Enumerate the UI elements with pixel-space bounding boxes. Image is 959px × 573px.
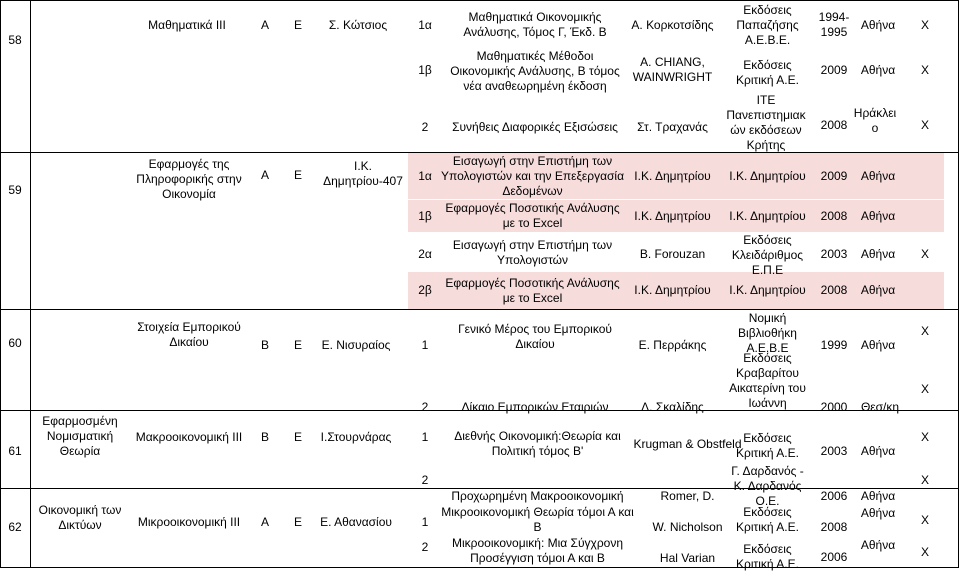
availability-mark: Χ: [920, 323, 929, 338]
availability-mark: Χ: [920, 429, 929, 444]
book-year: 2000: [820, 399, 848, 414]
book-number: 1: [421, 514, 429, 529]
availability-mark: Χ: [920, 512, 929, 527]
book-number: 2α: [418, 246, 432, 261]
book-title: Εφαρμογές Ποσοτικής Ανάλυσης με το Excel: [445, 275, 620, 305]
book-publisher: Εκδόσεις Κραβαρίτου Αικατερίνη του Ιωάννη: [729, 351, 806, 410]
book-title: Συνήθεις Διαφορικές Εξισώσεις: [452, 119, 618, 134]
professor: Ι.Κ. Δημητρίου-407: [323, 159, 403, 188]
semester: Β: [260, 429, 269, 444]
book-publisher: Γ. Δαρδανός - Κ. Δαρδανός Ο.Ε.: [731, 463, 804, 508]
book-author: Ι.Κ. Δημητρίου: [634, 208, 711, 223]
professor: Ε. Αθανασίου: [320, 514, 392, 529]
book-title: Προχωρημένη Μακροοικονομική: [451, 488, 624, 503]
book-year: 2008: [820, 208, 848, 223]
book-publisher: Εκδόσεις Κριτική Α.Ε.: [736, 542, 799, 571]
row-border: [0, 309, 959, 310]
book-author: Β. Forouzan: [639, 246, 706, 261]
course-name: Μικροοικονομική ΙΙΙ: [137, 514, 241, 529]
book-publisher: Εκδόσεις Κριτική Α.Ε.: [736, 58, 799, 87]
course-type: Ε: [293, 17, 302, 32]
availability-mark: Χ: [920, 544, 929, 559]
book-year: 2008: [820, 282, 848, 297]
col-border: [0, 0, 1, 568]
col-border: [30, 0, 31, 568]
book-number: 1β: [418, 208, 432, 223]
book-year: 2003: [820, 443, 848, 458]
book-publisher: ΙΤΕ Πανεπιστημιακ ών εκδόσεων Κρήτης: [726, 93, 806, 152]
book-publisher: Ι.Κ. Δημητρίου: [729, 282, 806, 297]
book-number: 1α: [418, 168, 432, 183]
book-publisher: Ι.Κ. Δημητρίου: [729, 168, 806, 183]
availability-mark: Χ: [920, 17, 929, 32]
book-city: Αθήνα: [860, 282, 896, 297]
book-publisher: Εκδόσεις Κλειδάριθμος Ε.Π.Ε: [731, 232, 804, 277]
book-number: 2: [421, 119, 429, 134]
book-author: Hal Varian: [659, 550, 716, 565]
semester: Α: [260, 17, 269, 32]
book-number: 1: [421, 429, 429, 444]
book-title: Εισαγωγή στην Επιστήμη των Υπολογιστών: [452, 238, 613, 267]
book-city: Αθήνα: [860, 443, 896, 458]
book-city: Αθήνα: [860, 208, 896, 223]
course-name: Μακροοικονομική ΙΙΙ: [135, 429, 243, 444]
availability-mark: Χ: [920, 246, 929, 261]
book-city: Αθήνα: [860, 246, 896, 261]
book-title: Δίκαιο Εμπορικών Εταιριών: [461, 399, 609, 414]
book-author: A. CHIANG, WAINWRIGHT: [632, 55, 713, 84]
course-type: Ε: [293, 167, 302, 182]
book-year: 2003: [820, 246, 848, 261]
book-year: 2009: [820, 168, 848, 183]
row-number: 61: [8, 443, 22, 458]
row-number: 59: [8, 182, 22, 197]
book-title: Διεθνής Οικονομική:Θεωρία και Πολιτική τόμος Β': [454, 429, 621, 458]
book-author: Krugman & Obstfeld: [633, 436, 742, 451]
book-city: Αθήνα: [860, 505, 896, 520]
row-number: 58: [8, 32, 22, 47]
semester: Β: [260, 337, 269, 352]
book-title: Εφαρμογές Ποσοτικής Ανάλυσης με το Excel: [445, 201, 620, 230]
course-name: Εφαρμογές της Πληροφορικής στην Οικονομία: [136, 156, 242, 201]
course-type: Ε: [293, 429, 302, 444]
professor: Ε. Νισυραίος: [321, 337, 391, 352]
course-type: Ε: [293, 514, 302, 529]
book-number: 2: [421, 472, 429, 487]
book-year: 2006: [820, 488, 848, 503]
book-city: Αθήνα: [860, 17, 896, 32]
course-name: Μαθηματικά ΙΙΙ: [148, 17, 226, 32]
book-year: 1994-1995: [818, 10, 850, 39]
book-author: Ι.Κ. Δημητρίου: [634, 282, 711, 297]
book-publisher: Εκδόσεις Κριτική Α.Ε.: [736, 505, 799, 534]
book-author: Α. Κορκοτσίδης: [631, 17, 714, 32]
row-number: 62: [8, 519, 22, 534]
book-author: Λ. Σκαλίδης: [641, 399, 704, 414]
book-year: 2009: [820, 62, 848, 77]
book-year: 1999: [820, 337, 848, 352]
book-title: Μαθηματικά Οικονομικής Ανάλυσης, Τόμος Γ, Έκδ. Β: [463, 10, 607, 39]
book-title: Μαθηματικές Μέθοδοι Οικονομικής Ανάλυσης, Β τόμος νέα αναθεωρημένη έκδοση: [450, 48, 620, 93]
availability-mark: Χ: [920, 117, 929, 132]
book-city: Ηράκλει ο: [853, 106, 897, 135]
book-year: 2008: [820, 519, 848, 534]
book-number: 1β: [418, 62, 432, 77]
professor: Ι.Στουρνάρας: [320, 429, 392, 444]
book-city: Αθήνα: [860, 168, 896, 183]
book-number: 2: [421, 399, 429, 414]
availability-mark: Χ: [920, 381, 929, 396]
book-number: 2: [421, 539, 429, 554]
book-city: Αθήνα: [860, 537, 896, 552]
semester: Α: [260, 167, 269, 182]
book-number: 2β: [418, 282, 432, 297]
course-type: Ε: [293, 337, 302, 352]
row-number: 60: [8, 335, 22, 350]
book-title: Γενικό Μέρος του Εμπορικού Δικαίου: [458, 322, 612, 351]
book-title: Μικροοικονομική Θεωρία τόμοι Α και Β: [441, 505, 634, 534]
row-border: [0, 0, 959, 1]
course-name: Στοιχεία Εμπορικού Δικαίου: [137, 320, 241, 349]
availability-mark: Χ: [920, 62, 929, 77]
book-publisher: Νομική Βιβλιοθήκη Α.Ε.Β.Ε: [738, 310, 797, 355]
professor: Σ. Κώτσιος: [328, 17, 388, 32]
book-author: Στ. Τραχανάς: [637, 119, 708, 134]
book-year: 2006: [820, 549, 848, 564]
book-title: Μικροοικονομική: Μια Σύγχρονη Προσέγγιση τόμοι Α και Β: [451, 536, 623, 565]
book-publisher: Εκδόσεις Κριτική Α.Ε.: [736, 431, 799, 460]
book-number: 1α: [418, 17, 432, 32]
book-city: Αθήνα: [860, 488, 896, 503]
book-author: Ι.Κ. Δημητρίου: [634, 168, 711, 183]
book-city: Θεσ/κη: [860, 399, 900, 414]
book-publisher: Εκδόσεις Παπαζήσης Α.Ε.Β.Ε.: [736, 2, 799, 47]
field-name: Εφαρμοσμένη Νομισματική Θεωρία: [42, 413, 118, 458]
field-name: Οικονομική των Δικτύων: [38, 503, 122, 532]
book-year: 2008: [820, 117, 848, 132]
semester: Α: [260, 514, 269, 529]
book-publisher: Ι.Κ. Δημητρίου: [729, 208, 806, 223]
book-city: Αθήνα: [860, 62, 896, 77]
book-city: Αθήνα: [860, 337, 896, 352]
book-author: Ε. Περράκης: [638, 337, 707, 352]
book-number: 1: [421, 337, 429, 352]
availability-mark: Χ: [920, 472, 929, 487]
book-title: Εισαγωγή στην Επιστήμη των Υπολογιστών και την Επεξεργασία Δεδομένων: [440, 153, 625, 198]
book-author: W. Nicholson: [652, 519, 723, 534]
book-author: Romer, D.: [660, 488, 715, 503]
